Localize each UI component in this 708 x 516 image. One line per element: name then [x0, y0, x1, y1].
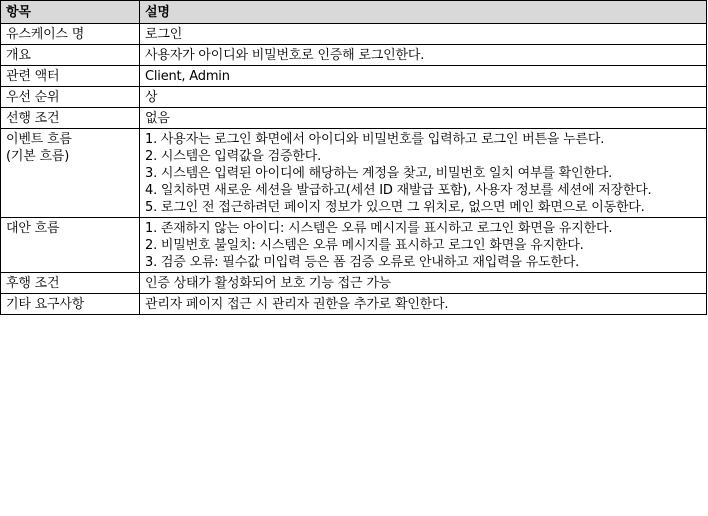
row-label-precondition: 선행 조건: [1, 108, 140, 129]
header-item: 항목: [1, 1, 140, 24]
main-flow-step: 1. 사용자는 로그인 화면에서 아이디와 비밀번호를 입력하고 로그인 버튼을 누른다.: [145, 132, 605, 147]
row-value-main-flow: [140, 129, 707, 218]
table-row: [1, 66, 707, 87]
main-flow-label-line2: (기본 흐름): [6, 149, 70, 164]
row-value-actor: Client, Admin: [140, 66, 707, 87]
row-label-main-flow: [1, 129, 140, 218]
table-row: [1, 273, 707, 294]
row-value-usecase-name: 로그인: [140, 24, 707, 45]
row-label-priority: 우선 순위: [1, 87, 140, 108]
table-row: [1, 24, 707, 45]
table-row: [1, 294, 707, 315]
alt-flow-step: 2. 비밀번호 불일치: 시스템은 오류 메시지를 표시하고 로그인 화면을 유지한다.: [145, 238, 584, 253]
row-value-summary: 사용자가 아이디와 비밀번호로 인증해 로그인한다.: [140, 45, 707, 66]
main-flow-step: 3. 시스템은 입력된 아이디에 해당하는 계정을 찾고, 비밀번호 일치 여부를 확인한다.: [145, 166, 613, 181]
row-value-postcondition: 인증 상태가 활성화되어 보호 기능 접근 가능: [140, 273, 707, 294]
alt-flow-step: 1. 존재하지 않는 아이디: 시스템은 오류 메시지를 표시하고 로그인 화면을 유지한다.: [145, 221, 613, 236]
main-flow-step: 5. 로그인 전 접근하려던 페이지 정보가 있으면 그 위치로, 없으면 메인 화면으로 이동한다.: [145, 200, 645, 215]
row-label-alt-flow: 대안 흐름: [1, 218, 140, 273]
header-description: 설명: [140, 1, 707, 24]
row-value-precondition: 없음: [140, 108, 707, 129]
row-value-other-requirements: 관리자 페이지 접근 시 관리자 권한을 추가로 확인한다.: [140, 294, 707, 315]
row-label-summary: 개요: [1, 45, 140, 66]
alt-flow-step: 3. 검증 오류: 필수값 미입력 등은 폼 검증 오류로 안내하고 재입력을 유도한다.: [145, 255, 580, 270]
main-flow-label-line1: 이벤트 흐름: [6, 132, 72, 147]
table-row: [1, 218, 707, 273]
main-flow-step: 4. 일치하면 새로운 세션을 발급하고(세션 ID 재발급 포함), 사용자 정보를 세션에 저장한다.: [145, 183, 652, 198]
table-row: [1, 87, 707, 108]
row-value-alt-flow: [140, 218, 707, 273]
row-value-priority: 상: [140, 87, 707, 108]
row-label-usecase-name: 유스케이스 명: [1, 24, 140, 45]
table-row: [1, 45, 707, 66]
table-header-row: [1, 1, 707, 24]
table-row: [1, 129, 707, 218]
row-label-other-requirements: 기타 요구사항: [1, 294, 140, 315]
main-flow-step: 2. 시스템은 입력값을 검증한다.: [145, 149, 322, 164]
row-label-actor: 관련 액터: [1, 66, 140, 87]
row-label-postcondition: 후행 조건: [1, 273, 140, 294]
table-row: [1, 108, 707, 129]
